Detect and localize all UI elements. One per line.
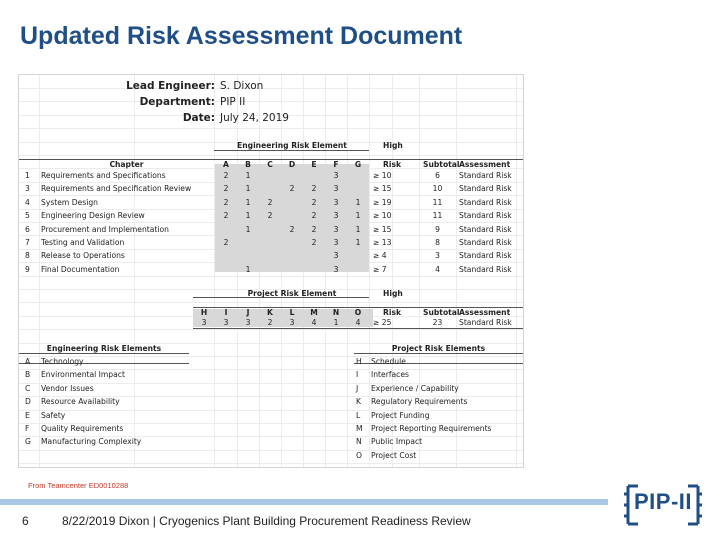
risk-assessment-spreadsheet <box>18 74 524 468</box>
eng-letter-header: G <box>354 160 362 169</box>
legend-label: Vendor Issues <box>41 383 94 393</box>
legend-letter: B <box>25 370 31 380</box>
proj-group-header: Project Risk Element <box>247 289 337 298</box>
chapter-name: Requirements and Specification Review <box>41 184 192 194</box>
assessment-value: Standard Risk <box>459 264 512 274</box>
proj-letter-header: M <box>310 308 318 317</box>
proj-legend-header: Project Risk Elements <box>391 344 486 353</box>
date-label: Date: <box>182 112 215 124</box>
score-cell: 3 <box>289 318 295 327</box>
score-cell: 3 <box>333 171 339 180</box>
chapter-name: Engineering Design Review <box>41 211 145 221</box>
rule <box>214 150 369 151</box>
score-cell: 2 <box>311 224 317 234</box>
score-cell: 1 <box>245 224 251 234</box>
gridline <box>19 302 523 303</box>
row-number: 3 <box>25 184 30 194</box>
legend-label: Regulatory Requirements <box>371 397 468 407</box>
score-cell: 2 <box>311 211 317 221</box>
legend-label: Project Reporting Requirements <box>371 424 492 433</box>
score-cell: 4 <box>355 318 361 327</box>
legend-label: Technology <box>41 357 84 366</box>
gridline <box>516 75 517 467</box>
logo-text: PIP-II <box>633 489 692 514</box>
department-label: Department: <box>139 96 215 108</box>
legend-label: Safety <box>41 410 66 420</box>
assessment-value: Standard Risk <box>459 238 512 247</box>
legend-letter: L <box>356 410 361 420</box>
score-cell: 1 <box>245 264 251 274</box>
assessment-value: Standard Risk <box>459 318 512 327</box>
chapter-header: Chapter <box>109 160 144 169</box>
score-cell: 1 <box>355 197 361 207</box>
rule <box>193 328 523 329</box>
score-cell: 3 <box>333 184 339 194</box>
gridline <box>19 329 523 330</box>
page-number: 6 <box>22 514 29 528</box>
row-number: 5 <box>25 211 30 221</box>
eng-letter-header: B <box>245 160 251 169</box>
proj-letter-header: H <box>200 308 208 317</box>
assessment-value: Standard Risk <box>459 224 512 234</box>
eng-letter-header: C <box>267 160 273 169</box>
score-cell: 1 <box>245 211 251 221</box>
proj-letter-header: K <box>267 308 273 317</box>
chapter-name: Final Documentation <box>41 264 120 274</box>
score-cell: 2 <box>223 197 229 207</box>
chapter-name: Testing and Validation <box>41 238 125 247</box>
high-header: High <box>383 141 403 150</box>
risk-threshold: ≥ 4 <box>373 251 387 261</box>
legend-label: Quality Requirements <box>41 424 124 433</box>
score-cell: 2 <box>223 184 229 194</box>
risk-threshold: ≥ 10 <box>373 171 392 180</box>
high-header: High <box>383 289 403 298</box>
score-cell: 1 <box>333 318 339 327</box>
assessment-header: Assessment <box>459 308 511 317</box>
subtotal-value: 11 <box>432 211 443 221</box>
legend-letter: G <box>25 437 31 447</box>
rule <box>19 353 189 354</box>
score-cell: 3 <box>333 264 339 274</box>
legend-letter: K <box>356 397 361 407</box>
subtotal-value: 4 <box>435 264 440 274</box>
gridline <box>19 410 523 411</box>
gridline <box>19 356 523 357</box>
score-cell: 2 <box>311 238 317 247</box>
footer-text: 8/22/2019 Dixon | Cryogenics Plant Building Procurement Readiness Review <box>62 514 471 528</box>
row-number: 7 <box>25 238 30 247</box>
score-cell: 3 <box>333 224 339 234</box>
subtotal-value: 23 <box>432 318 443 327</box>
proj-letter-header: N <box>332 308 340 317</box>
score-cell: 2 <box>223 211 229 221</box>
assessment-value: Standard Risk <box>459 211 512 221</box>
legend-label: Interfaces <box>371 370 409 380</box>
score-cell: 4 <box>311 318 317 327</box>
gridline <box>19 450 523 451</box>
risk-threshold: ≥ 25 <box>373 318 392 327</box>
score-cell: 1 <box>355 238 361 247</box>
subtotal-header: Subtotal <box>423 308 460 317</box>
legend-letter: M <box>356 424 363 433</box>
department-value: PIP II <box>220 96 246 108</box>
slide-title: Updated Risk Assessment Document <box>20 22 463 50</box>
eng-letter-header: D <box>288 160 296 169</box>
rule <box>354 353 523 354</box>
score-cell: 1 <box>355 224 361 234</box>
risk-threshold: ≥ 10 <box>373 211 392 221</box>
legend-letter: I <box>356 370 359 380</box>
row-number: 8 <box>25 251 30 261</box>
row-number: 1 <box>25 171 30 180</box>
row-number: 6 <box>25 224 30 234</box>
assessment-value: Standard Risk <box>459 197 512 207</box>
eng-letter-header: A <box>223 160 229 169</box>
score-cell: 2 <box>267 197 273 207</box>
risk-threshold: ≥ 19 <box>373 197 392 207</box>
score-cell: 1 <box>245 197 251 207</box>
chapter-name: Release to Operations <box>41 251 125 261</box>
score-cell: 3 <box>333 197 339 207</box>
legend-letter: C <box>25 383 31 393</box>
subtotal-value: 3 <box>435 251 440 261</box>
proj-letter-header: I <box>224 308 228 317</box>
risk-header: Risk <box>383 160 402 169</box>
legend-label: Environmental Impact <box>41 370 125 380</box>
gridline <box>456 75 457 467</box>
score-cell: 3 <box>333 238 339 247</box>
gridline <box>19 128 523 129</box>
proj-letter-header: O <box>354 308 362 317</box>
eng-letter-header: E <box>311 160 317 169</box>
subtotal-value: 9 <box>435 224 440 234</box>
gridline <box>19 88 523 89</box>
assessment-value: Standard Risk <box>459 171 512 180</box>
row-number: 9 <box>25 264 30 274</box>
score-cell: 2 <box>311 197 317 207</box>
lead-engineer-label: Lead Engineer: <box>126 80 215 92</box>
legend-letter: E <box>25 410 30 420</box>
score-cell: 3 <box>333 251 339 261</box>
date-value: July 24, 2019 <box>220 112 289 124</box>
gridline <box>19 155 523 156</box>
lead-engineer-value: S. Dixon <box>220 80 264 92</box>
legend-label: Experience / Capability <box>371 383 459 393</box>
risk-threshold: ≥ 15 <box>373 184 392 194</box>
eng-group-header: Engineering Risk Element <box>237 141 347 150</box>
legend-label: Schedule <box>371 357 406 366</box>
score-cell: 2 <box>311 184 317 194</box>
subtotal-value: 8 <box>435 238 440 247</box>
score-cell: 1 <box>355 211 361 221</box>
subtotal-value: 10 <box>432 184 443 194</box>
score-cell: 1 <box>245 184 251 194</box>
score-cell: 2 <box>289 184 295 194</box>
gridline <box>369 75 370 467</box>
row-number: 4 <box>25 197 30 207</box>
legend-letter: A <box>25 357 31 366</box>
chapter-name: Requirements and Specifications <box>41 171 166 180</box>
assessment-value: Standard Risk <box>459 184 512 194</box>
risk-threshold: ≥ 15 <box>373 224 392 234</box>
legend-letter: J <box>356 383 359 393</box>
gridline <box>19 101 523 102</box>
chapter-name: Procurement and Implementation <box>41 224 169 234</box>
legend-letter: H <box>356 357 362 366</box>
eng-legend-header: Engineering Risk Elements <box>46 344 162 353</box>
legend-letter: N <box>356 437 362 447</box>
score-cell: 3 <box>223 318 229 327</box>
legend-letter: D <box>25 397 31 407</box>
gridline <box>39 75 40 467</box>
score-cell: 1 <box>245 171 251 180</box>
score-cell: 3 <box>333 211 339 221</box>
gridline <box>19 276 523 277</box>
risk-threshold: ≥ 7 <box>373 264 387 274</box>
legend-letter: F <box>25 424 30 433</box>
score-cell: 2 <box>289 224 295 234</box>
gridline <box>392 75 393 467</box>
gridline <box>134 75 135 467</box>
risk-threshold: ≥ 13 <box>373 238 392 247</box>
footer-bar <box>0 499 608 505</box>
score-cell: 2 <box>223 238 229 247</box>
source-caption: From Teamcenter ED0010288 <box>28 481 129 490</box>
score-cell: 2 <box>223 171 229 180</box>
legend-letter: O <box>356 450 362 460</box>
score-cell: 2 <box>267 211 273 221</box>
score-cell: 3 <box>201 318 207 327</box>
score-cell: 3 <box>245 318 251 327</box>
gridline <box>19 463 523 464</box>
risk-header: Risk <box>383 308 402 317</box>
legend-label: Manufacturing Complexity <box>41 437 142 447</box>
assessment-header: Assessment <box>459 160 511 169</box>
eng-letter-header: F <box>333 160 339 169</box>
subtotal-value: 11 <box>432 197 443 207</box>
chapter-name: System Design <box>41 197 98 207</box>
proj-letter-header: L <box>289 308 295 317</box>
legend-label: Resource Availability <box>41 397 120 407</box>
subtotal-value: 6 <box>435 171 440 180</box>
assessment-value: Standard Risk <box>459 251 512 261</box>
proj-letter-header: J <box>246 308 250 317</box>
legend-label: Project Funding <box>371 410 430 420</box>
pip-ii-logo <box>620 482 706 528</box>
subtotal-header: Subtotal <box>423 160 460 169</box>
legend-label: Public Impact <box>371 437 423 447</box>
score-cell: 2 <box>267 318 273 327</box>
legend-label: Project Cost <box>371 450 417 460</box>
